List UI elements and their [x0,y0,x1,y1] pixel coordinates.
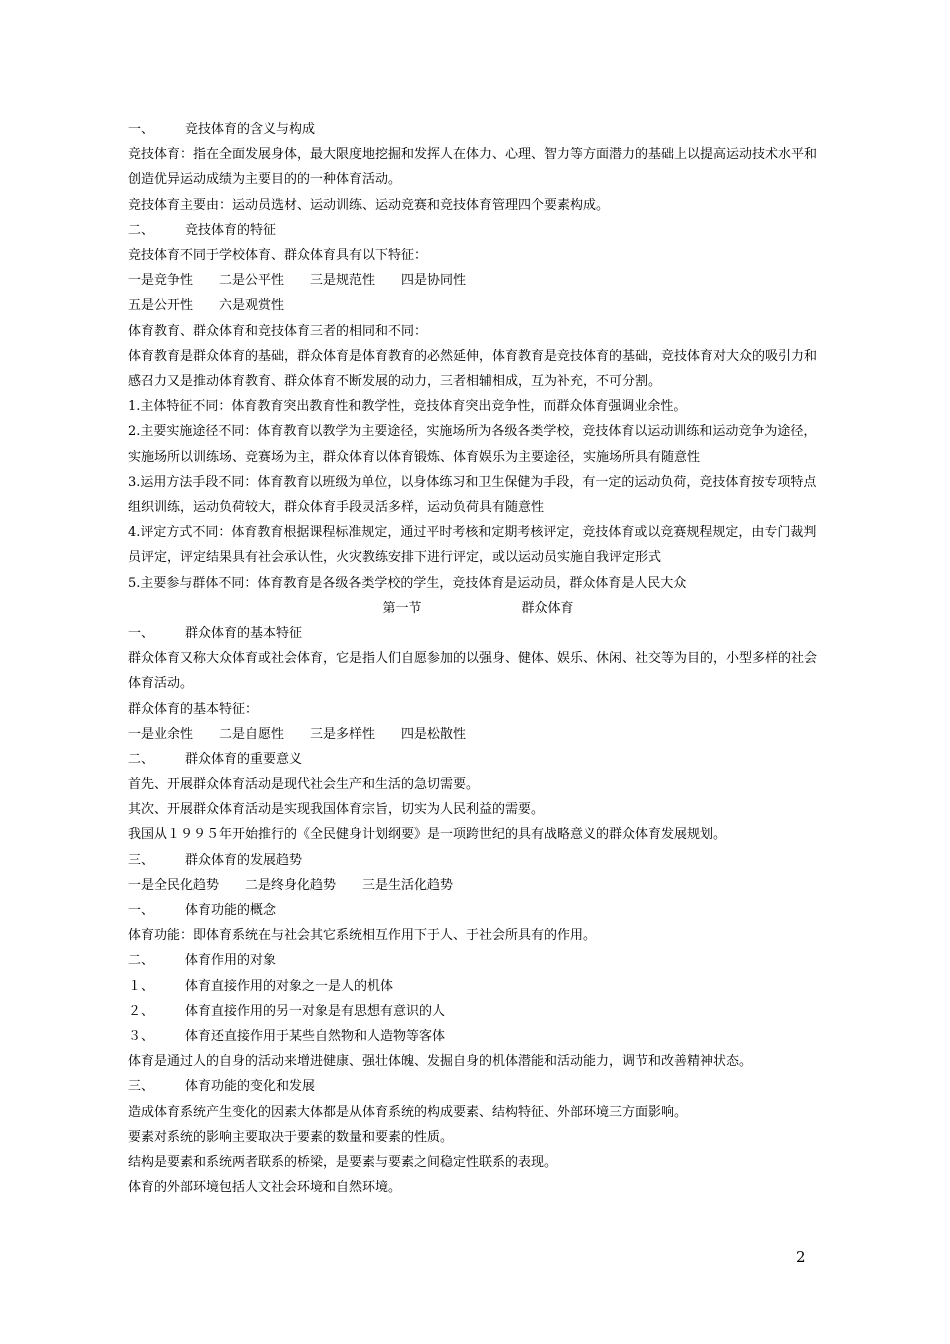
paragraph: 我国从１９９５年开始推行的《全民健身计划纲要》是一项跨世纪的具有战略意义的群众体育发展规划。 [128,827,727,843]
feature-list: 一是竞争性 二是公平性 三是规范性 四是协同性 [128,273,467,289]
section-title: 第一节 群众体育 [382,600,574,616]
trend-list: 一是全民化趋势 二是终身化趋势 三是生活化趋势 [128,877,454,893]
paragraph: 竞技体育：指在全面发展身体，最大限度地挖掘和发挥人在体力、心理、智力等方面潜力的基础上以提高运动技术水平和创造优异运动成绩为主要目的的一种体育活动。 [128,147,818,188]
paragraph: 要素对系统的影响主要取决于要素的数量和要素的性质。 [128,1129,454,1145]
difference-item: 4.评定方式不同：体育教育根据课程标准规定，通过平时考核和定期考核评定，竞技体育或以竞赛规程规定，由专门裁判员评定，评定结果具有社会承认性，火灾教练安排下进行评定，或以运动员实施自我评定形式 [128,525,817,566]
feature-list: 五是公开性 六是观赏性 [128,298,285,314]
heading: 二、 体育作用的对象 [128,953,277,969]
paragraph: 其次、开展群众体育活动是实现我国体育宗旨，切实为人民利益的需要。 [128,802,545,818]
heading: 二、 群众体育的重要意义 [128,751,303,767]
paragraph: 竞技体育不同于学校体育、群众体育具有以下特征： [128,247,428,263]
object-item: ３、 体育还直接作用于某些自然物和人造物等客体 [128,1028,446,1044]
heading: 一、 群众体育的基本特征 [128,625,303,641]
paragraph: 首先、开展群众体育活动是现代社会生产和生活的急切需要。 [128,777,480,793]
paragraph: 体育的外部环境包括人文社会环境和自然环境。 [128,1180,402,1196]
heading: 一、 体育功能的概念 [128,903,277,918]
object-item: １、 体育直接作用的对象之一是人的机体 [128,978,394,994]
heading: 三、 体育功能的变化和发展 [128,1079,316,1095]
paragraph: 结构是要素和系统两者联系的桥梁，是要素与要素之间稳定性联系的表现。 [128,1154,558,1170]
paragraph: 体育功能：即体育系统在与社会其它系统相互作用下于人、于社会所具有的作用。 [128,928,597,944]
paragraph: 群众体育又称大众体育或社会体育，它是指人们自愿参加的以强身、健体、娱乐、休闲、社交等为目的，小型多样的社会体育活动。 [128,651,818,692]
paragraph: 体育教育、群众体育和竞技体育三者的相同和不同： [128,323,428,339]
document-page [128,117,828,1200]
paragraph: 造成体育系统产生变化的因素大体都是从体育系统的构成要素、结构特征、外部环境三方面影响。 [128,1104,688,1120]
page-number: 2 [796,1248,806,1266]
difference-item: 5.主要参与群体不同：体育教育是各级各类学校的学生，竞技体育是运动员，群众体育是人民大众 [128,575,687,591]
paragraph: 体育教育是群众体育的基础，群众体育是体育教育的必然延伸，体育教育是竞技体育的基础，竞技体育对大众的吸引力和感召力又是推动体育教育、群众体育不断发展的动力，三者相辅相成，互为补充，不可分割。 [128,348,818,389]
feature-list: 一是业余性 二是自愿性 三是多样性 四是松散性 [128,726,467,742]
difference-item: 1.主体特征不同：体育教育突出教育性和教学性，竞技体育突出竞争性，而群众体育强调业余性。 [128,399,687,415]
paragraph: 体育是通过人的自身的活动来增进健康、强壮体魄、发掘自身的机体潜能和活动能力，调节和改善精神状态。 [128,1054,753,1070]
heading: 二、 竞技体育的特征 [128,222,277,238]
object-item: ２、 体育直接作用的另一对象是有思想有意识的人 [128,1003,446,1019]
heading: 一、 竞技体育的含义与构成 [128,122,316,137]
heading: 三、 群众体育的发展趋势 [128,852,303,868]
paragraph: 竞技体育主要由：运动员选材、运动训练、运动竞赛和竞技体育管理四个要素构成。 [128,197,610,213]
paragraph: 群众体育的基本特征： [128,701,259,717]
difference-item: 2.主要实施途径不同：体育教育以教学为主要途径，实施场所为各级各类学校，竞技体育以运动训练和运动竞争为途径，实施场所以训练场、竞赛场为主，群众体育以体育锻炼、体育娱乐为主要途径，实施场所具有随意性 [128,424,817,465]
difference-item: 3.运用方法手段不同：体育教育以班级为单位，以身体练习和卫生保健为手段，有一定的运动负荷，竞技体育按专项特点组织训练，运动负荷较大，群众体育手段灵活多样，运动负荷具有随意性 [128,474,817,515]
